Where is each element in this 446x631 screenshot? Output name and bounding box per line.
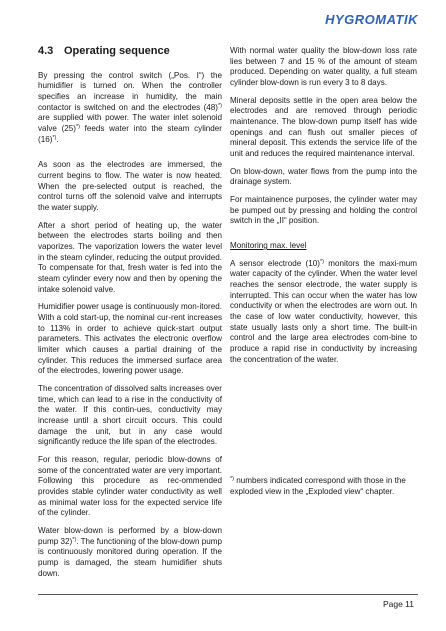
logo-text-matik: MATIK [375,12,418,27]
paragraph-drainage: On blow-down, water flows from the pump into the drainage system. [230,166,417,187]
paragraph-blow-downs: For this reason, regular, periodic blow-downs of some of the concentrated water are very important. Following this procedure as rec-ommended provides stable cylinder water conductivity as well as minimal water loss for the expected service life of the cylinder. [38,455,222,518]
subheading-monitoring-max-level: Monitoring max. level [230,241,307,251]
paragraph-blow-down-pump: Water blow-down is performed by a blow-down pump 32)*). The functioning of the blow-down pump is continuously monitored during operation. If the pump is damaged, the steam humidifier shuts down. [38,526,222,578]
page-number: Page 11 [382,599,414,609]
brand-logo [325,12,418,27]
footnote [230,476,417,497]
footnote-text: numbers indicated correspond with those in the exploded view in the „Exploded view“ chapter. [230,476,406,496]
paragraph-salt-concentration: The concentration of dissolved salts increases over time, which can lead to a rise in the conductivity of the water. If this contin-ues, conductivity may increase until a short circuit occurs. This could damage the unit, but in any case would significantly reduce the life span of the electrodes. [38,383,222,447]
paragraph-mineral-deposits: Mineral deposits settle in the open area below the electrodes and are removed through periodic maintenance. The blow-down pump itself has wide openings and can flush out smaller pieces of mineral deposit. This extends the service life of the unit and reduces the required maintenance interval. [230,95,417,159]
paragraph-maintenance: For maintainence purposes, the cylinder water may be pumped out by pressing and holding the control switch in the „II“ position. [230,195,417,226]
section-heading [38,44,222,59]
section-number: 4.3 [38,45,54,57]
paragraph-power-usage: Humidifier power usage is continuously mon-itored. With a cold start-up, the nominal cur-rent increases to 113% in order to achieve quick-start output parameters. This activates the electronic overflow limiter which causes a partial draining of the cylinder. This reduces the immersed surface area of the electrodes, lowering power usage. [38,302,222,376]
paragraph-heating: After a short period of heating up, the water between the electrodes starts boiling and then vaporizes. The vaporization lowers the water level in the steam cylinder, reducing the output provided. To compensate for that, fresh water is fed into the steam cylinder every now and then by opening the intake solenoid valve. [38,220,222,294]
right-column [230,46,417,372]
paragraph-electrodes-immersed: As soon as the electrodes are immersed, the current begins to flow. The water is now heated. When the pre-selected output is reached, the control turns off the solenoid valve and interrupts the water supply. [38,160,222,212]
paragraph-sensor-electrode: A sensor electrode (10)*) monitors the maxi-mum water capacity of the cylinder. When the water level reaches the sensor electrode, the water supply is interrupted. This can occur when the water has low conductivity or when the electrodes are worn out. In the case of low water conductivity, however, this state usually lasts only a short time. The built-in control and the large area electrodes com-bine to produce a rapid rise in conductivity by increasing the concentration of the water. [230,258,417,364]
section-title: Operating sequence [64,45,170,57]
paragraph-power-on: By pressing the control switch („Pos. I“) the humidifier is turned on. When the controller specifies an increase in humidity, the main contactor is switched on and the electrodes (48)*) are supplied with power. The water inlet solenoid valve (25)*) feeds water into the steam cylinder (16)*). [38,70,222,144]
logo-text-hygro: HYGRO [325,12,376,27]
footnote-marker: *) [230,476,234,482]
left-column [38,44,222,586]
paragraph-blow-down-loss: With normal water quality the blow-down loss rate lies between 7 and 15 % of the amount of steam produced. Depending on water quality, a full steam cylinder blow-down is run every 3 to 8 days. [230,46,417,88]
footer-divider [38,594,418,595]
